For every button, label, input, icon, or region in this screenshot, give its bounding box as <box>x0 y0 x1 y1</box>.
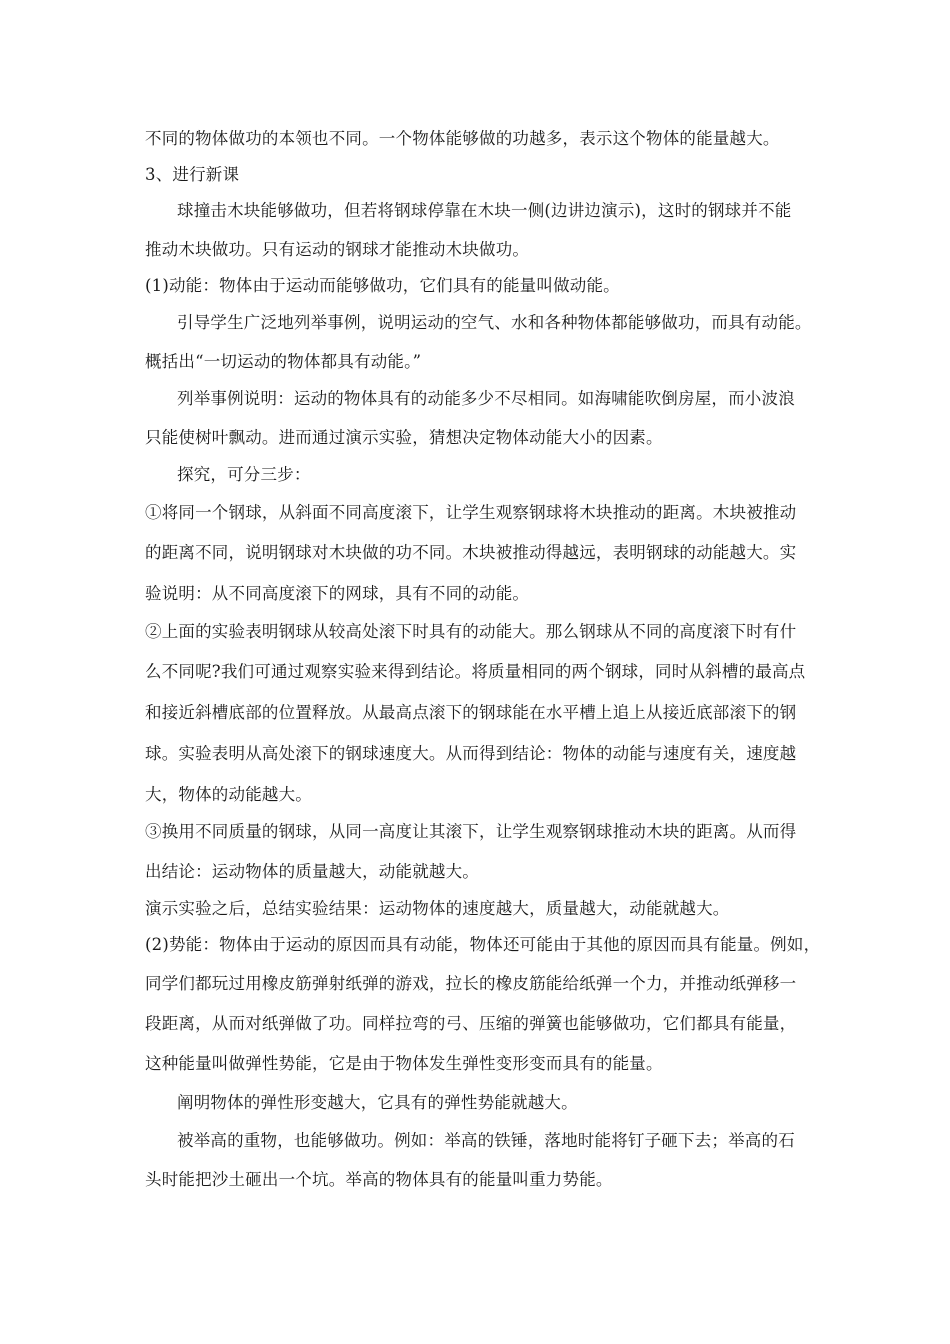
text-line: 被举高的重物，也能够做功。例如：举高的铁锤，落地时能将钉子砸下去；举高的石 <box>177 1131 795 1150</box>
text-line: 的距离不同，说明钢球对木块做的功不同。木块被推动得越远，表明钢球的动能越大。实 <box>145 543 797 562</box>
text-line: ③换用不同质量的钢球，从同一高度让其滚下，让学生观察钢球推动木块的距离。从而得 <box>145 822 797 841</box>
text-line: 和接近斜槽底部的位置释放。从最高点滚下的钢球能在水平槽上追上从接近底部滚下的钢 <box>145 703 797 722</box>
text-line: 验说明：从不同高度滚下的网球，具有不同的动能。 <box>145 584 530 603</box>
text-line: 球。实验表明从高处滚下的钢球速度大。从而得到结论：物体的动能与速度有关，速度越 <box>145 744 797 763</box>
text-line: 么不同呢?我们可通过观察实验来得到结论。将质量相同的两个钢球，同时从斜槽的最高点 <box>145 662 806 681</box>
text-line: 阐明物体的弹性形变越大，它具有的弹性势能就越大。 <box>177 1093 578 1112</box>
text-line: 探究，可分三步： <box>177 465 311 484</box>
text-line: 概括出“一切运动的物体都具有动能。” <box>145 352 422 371</box>
text-line: 这种能量叫做弹性势能，它是由于物体发生弹性变形变而具有的能量。 <box>145 1054 663 1073</box>
text-line: 段距离，从而对纸弹做了功。同样拉弯的弓、压缩的弹簧也能够做功，它们都具有能量， <box>145 1014 797 1033</box>
text-line: (1)动能：物体由于运动而能够做功，它们具有的能量叫做动能。 <box>145 276 620 295</box>
text-line: 头时能把沙土砸出一个坑。举高的物体具有的能量叫重力势能。 <box>145 1170 613 1189</box>
text-line: 演示实验之后，总结实验结果：运动物体的速度越大，质量越大，动能就越大。 <box>145 899 730 918</box>
text-line: 同学们都玩过用橡皮筋弹射纸弹的游戏，拉长的橡皮筋能给纸弹一个力，并推动纸弹移一 <box>145 974 797 993</box>
section-heading: 3、进行新课 <box>145 165 240 184</box>
text-line: ①将同一个钢球，从斜面不同高度滚下，让学生观察钢球将木块推动的距离。木块被推动 <box>145 503 797 522</box>
text-line: 大，物体的动能越大。 <box>145 785 312 804</box>
text-line: 只能使树叶飘动。进而通过演示实验，猜想决定物体动能大小的因素。 <box>145 428 663 447</box>
text-line: 列举事例说明：运动的物体具有的动能多少不尽相同。如海啸能吹倒房屋，而小波浪 <box>177 389 795 408</box>
text-line: 出结论：运动物体的质量越大，动能就越大。 <box>145 862 479 881</box>
text-line: (2)势能：物体由于运动的原因而具有动能，物体还可能由于其他的原因而具有能量。例如， <box>145 935 821 954</box>
text-line: 球撞击木块能够做功，但若将钢球停靠在木块一侧(边讲边演示)，这时的钢球并不能 <box>177 201 792 220</box>
text-line: ②上面的实验表明钢球从较高处滚下时具有的动能大。那么钢球从不同的高度滚下时有什 <box>145 622 797 641</box>
text-line: 引导学生广泛地列举事例，说明运动的空气、水和各种物体都能够做功，而具有动能。 <box>177 313 812 332</box>
text-line: 推动木块做功。只有运动的钢球才能推动木块做功。 <box>145 240 530 259</box>
text-line: 不同的物体做功的本领也不同。一个物体能够做的功越多，表示这个物体的能量越大。 <box>145 129 780 148</box>
